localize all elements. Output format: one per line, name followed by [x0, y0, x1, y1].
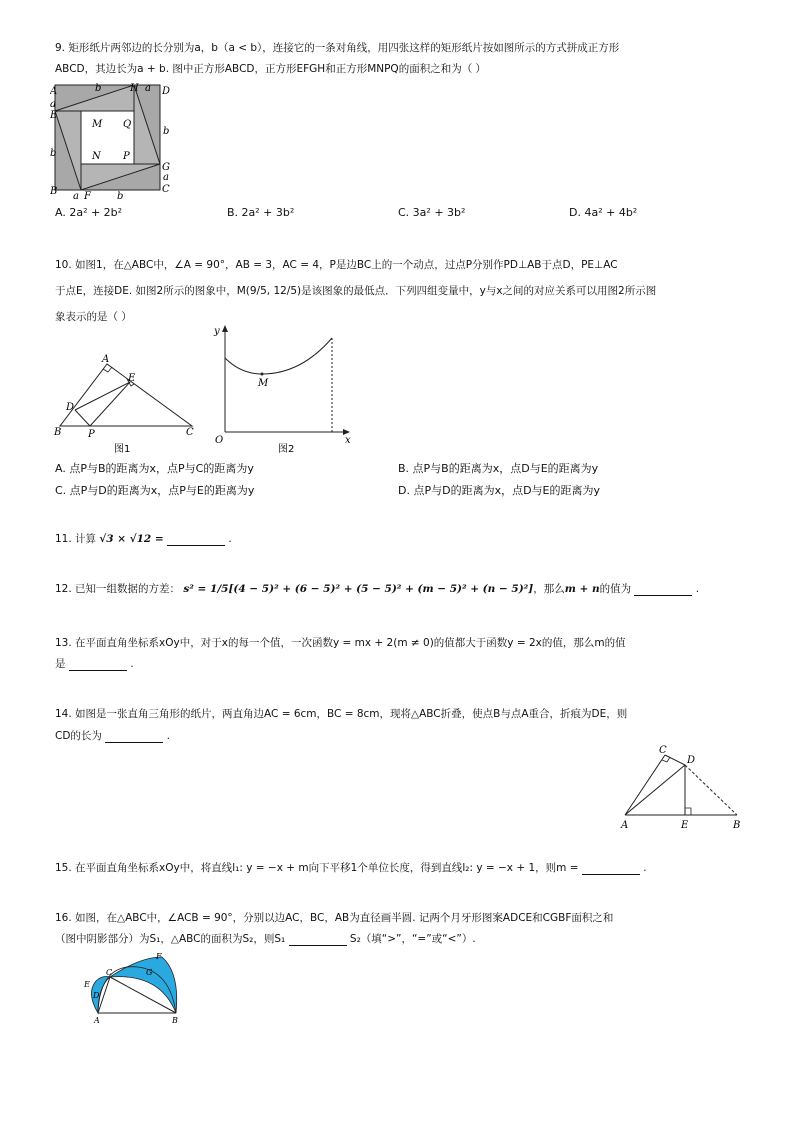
q10-fig2-point-m [261, 373, 264, 376]
q9-label-M: M [92, 119, 103, 130]
q16-label-A: A [94, 1016, 100, 1025]
q16-label-D: D [93, 991, 100, 1000]
q16-answer-blank[interactable] [289, 933, 347, 946]
q13-line1 [55, 636, 626, 650]
q10-fig1-label-D: D [66, 402, 75, 413]
q10-option-a: A. 点P与B的距离为x，点P与C的距离为y [55, 462, 254, 475]
q16-label-G: G [146, 968, 153, 977]
q14-answer-blank[interactable] [105, 730, 163, 743]
q16-label-C: C [106, 968, 113, 977]
q10-fig2-label-y: y [214, 326, 220, 337]
q12-answer-blank[interactable] [634, 583, 692, 596]
q16-text-1: 如图，在△ABC中，∠ACB = 90°，分别以边AC，BC，AB为直径画半圆. 记两个月牙形图案ADCE和CGBF面积之和 [75, 912, 614, 924]
q9-text-2: ABCD，其边长为a + b. 图中正方形ABCD，正方形EFGH和正方形MNPQ的面积之和为（ ） [55, 63, 487, 75]
q9-label-a2: a [145, 83, 151, 94]
q10-fig1-label-C: C [186, 427, 194, 438]
q10-fig1-label-P: P [88, 429, 95, 440]
q9-label-E: E [50, 110, 58, 121]
q14-text-2: CD的长为 [55, 730, 102, 742]
q12-prefix: 已知一组数据的方差： [75, 583, 181, 595]
q14-end: . [166, 730, 170, 742]
q13-line2 [55, 657, 134, 671]
q10-line-pd [75, 410, 90, 426]
q16-line2 [55, 932, 476, 946]
q14-right-angle-e [685, 808, 691, 815]
q13-answer-blank[interactable] [69, 658, 127, 671]
q16-text-2a: （图中阴影部分）为S₁，△ABC的面积为S₂，则S₁ [55, 933, 286, 945]
q10-option-c: C. 点P与D的距离为x，点P与E的距离为y [55, 484, 255, 497]
q10-text-2: 于点E，连接DE. 如图2所示的图象中，M(9/5, 12/5)是该图象的最低点．下列四组变量中，y与x之间的对应关系可以用图2所示图 [55, 285, 657, 297]
q9-option-d: D. 4a² + 4b² [569, 206, 638, 219]
q16-figure [78, 953, 193, 1028]
q12-number: 12. [55, 583, 72, 595]
q9-label-a3: a [163, 172, 169, 183]
q10-fig1-caption: 图1 [114, 444, 131, 455]
q11-prefix: 计算 [75, 533, 97, 545]
q16-label-F: F [156, 953, 162, 961]
q10-line3 [55, 310, 132, 324]
q9-option-a: A. 2a² + 2b² [55, 206, 123, 219]
q10-fig2-caption: 图2 [278, 444, 295, 455]
q12-variance-formula: s² = 1/5[(4 − 5)² + (6 − 5)² + (5 − 5)² + (m − 5)² + (n − 5)²] [183, 583, 534, 595]
q9-label-F: F [84, 191, 91, 200]
q12-expr-mn: m + n [564, 583, 600, 595]
q9-line1 [55, 41, 619, 55]
q10-line2 [55, 284, 656, 298]
q10-fig2-curve [225, 338, 332, 374]
q10-text-1: 如图1，在△ABC中，∠A = 90°，AB = 3，AC = 4，P是边BC上的一个动点，过点P分别作PD⊥AB于点D，PE⊥AC [75, 259, 618, 271]
q9-label-b1: b [50, 148, 57, 159]
q9-number: 9. [55, 42, 66, 54]
q14-label-B: B [733, 820, 741, 831]
q13-text-1: 在平面直角坐标系xOy中，对于x的每一个值，一次函数y = mx + 2(m ≠ 0)的值都大于函数y = 2x的值，那么m的值 [75, 637, 626, 649]
q10-figure1 [52, 350, 202, 455]
q14-label-E: E [681, 820, 689, 831]
q10-number: 10. [55, 259, 72, 271]
q9-label-N: N [92, 151, 101, 162]
q9-label-A: A [50, 86, 58, 97]
q16-label-B: B [172, 1016, 178, 1025]
q10-line1 [55, 258, 618, 272]
q9-label-B: B [50, 186, 58, 197]
q9-label-H: H [130, 83, 139, 94]
q10-text-3: 象表示的是（ ） [55, 311, 132, 323]
q14-line-ad [625, 765, 685, 815]
q14-line-ac [625, 755, 665, 815]
q12-line [55, 582, 699, 596]
q14-number: 14. [55, 708, 72, 720]
q16-line1 [55, 911, 613, 925]
q9-label-P: P [123, 151, 130, 162]
q16-number: 16. [55, 912, 72, 924]
q12-mid: ，那么 [533, 583, 565, 595]
q10-fig1-label-E: E [128, 373, 136, 384]
q15-answer-blank[interactable] [582, 862, 640, 875]
q11-answer-blank[interactable] [167, 533, 225, 546]
q9-label-b4: b [117, 191, 124, 200]
q10-fig2-label-O: O [215, 435, 224, 446]
q10-option-b: B. 点P与B的距离为x，点D与E的距离为y [398, 462, 599, 475]
q9-label-G: G [162, 162, 170, 173]
q14-line1 [55, 707, 627, 721]
q11-number: 11. [55, 533, 72, 545]
q16-text-2b: S₂（填“>”，“=”或“<”）. [349, 933, 476, 945]
q10-fig2-y-arrow [222, 325, 228, 332]
q15-text: 在平面直角坐标系xOy中，将直线l₁: y = −x + m向下平移1个单位长度，得到直线l₂: y = −x + 1，则m = [75, 862, 579, 874]
q15-number: 15. [55, 862, 72, 874]
q14-figure [615, 743, 750, 835]
q10-fig1-label-A: A [102, 354, 110, 365]
q11-line [55, 532, 232, 546]
q10-fig2-label-x: x [345, 435, 351, 446]
q15-line [55, 861, 647, 875]
q9-figure [50, 80, 180, 200]
q12-suffix: 的值为 [599, 583, 632, 595]
q14-line-db-dashed [685, 765, 737, 815]
q9-label-Q: Q [123, 119, 132, 130]
q15-end: . [643, 862, 647, 874]
q13-end: . [130, 658, 134, 670]
q9-label-b3: b [163, 126, 170, 137]
q14-label-A: A [621, 820, 629, 831]
q14-line2 [55, 729, 170, 743]
q10-fig1-label-B: B [54, 427, 62, 438]
q9-label-a1: a [50, 99, 56, 110]
q14-label-D: D [687, 755, 696, 766]
q13-number: 13. [55, 637, 72, 649]
q9-line2 [55, 62, 486, 76]
q9-label-b2: b [95, 83, 102, 94]
q14-label-C: C [659, 745, 667, 756]
q9-text-1: 矩形纸片两邻边的长分别为a，b（a < b），连接它的一条对角线，用四张这样的矩形纸片按如图所示的方式拼成正方形 [68, 42, 620, 54]
q9-label-D: D [162, 86, 171, 97]
q10-line-pe [90, 382, 130, 426]
q9-option-c: C. 3a² + 3b² [398, 206, 466, 219]
q9-option-b: B. 2a² + 3b² [227, 206, 295, 219]
q9-label-a4: a [73, 191, 79, 200]
q10-fig2-label-M: M [258, 378, 269, 389]
q11-suffix: . [228, 533, 232, 545]
q9-label-C: C [162, 184, 170, 195]
q14-text-1: 如图是一张直角三角形的纸片，两直角边AC = 6cm，BC = 8cm，现将△ABC折叠，使点B与点A重合，折痕为DE，则 [75, 708, 628, 720]
q12-end: . [695, 583, 700, 595]
q11-expression: √3 × √12 = [99, 533, 164, 545]
q10-triangle-abc [60, 364, 192, 426]
q13-text-2: 是 [55, 658, 66, 670]
q10-figure2 [206, 322, 356, 457]
q16-label-E: E [84, 980, 90, 989]
q10-option-d: D. 点P与D的距离为x，点D与E的距离为y [398, 484, 601, 497]
